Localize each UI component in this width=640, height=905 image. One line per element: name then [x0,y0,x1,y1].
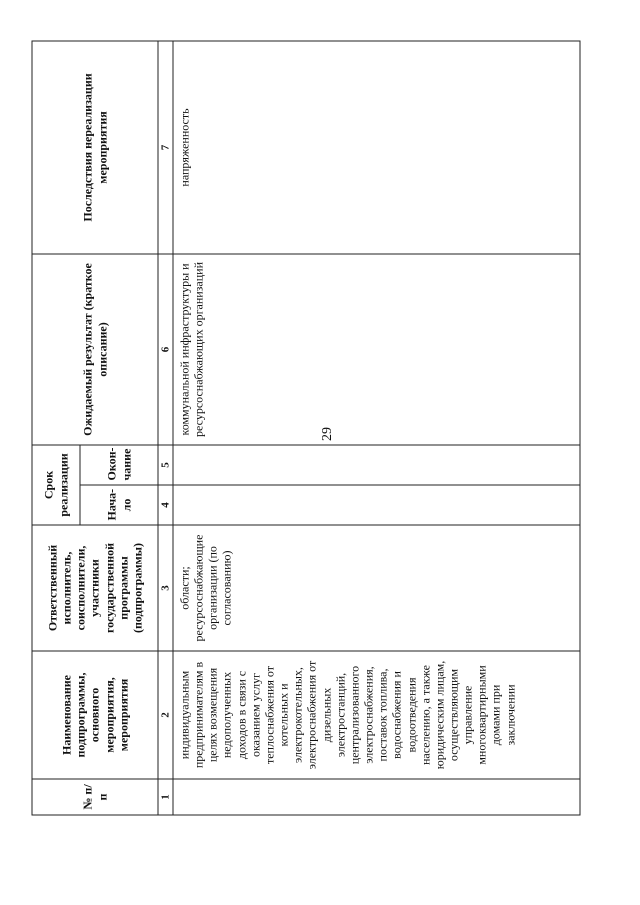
header-num: № п/п [32,779,158,815]
header-start: Нача-ло [80,485,158,525]
column-number: 6 [158,254,173,445]
column-number: 2 [158,651,173,779]
column-number: 1 [158,779,173,815]
row-consequences-cell: напряженность [173,41,580,254]
table-row [173,41,580,815]
activities-table [32,40,581,815]
row-executor-cell: области; ресурсоснабжающие организации (по согласованию) [173,525,580,651]
column-number: 5 [158,445,173,485]
row-start-cell [173,485,580,525]
page-number: 29 [320,427,335,441]
column-number: 4 [158,485,173,525]
row-name-cell: индивидуальным предпринимателям в целях возмещения недополученных доходов в связи с оказанием услуг теплоснабжения от котельных и электрокотельных, электроснабжения от дизельных электростанций, централизованного электроснабжения, поставок топлива, водоснабжения и водоотведения населению, а также юридическим лицам, осуществляющим управление многоквартирными домами при заключении [173,651,580,779]
column-number-row [158,41,173,815]
header-row [32,41,80,815]
rotated-table-sheet [32,42,581,816]
column-number: 3 [158,525,173,651]
header-name: Наименование подпрограммы, основного мероприятия, мероприятия [32,651,158,779]
column-number: 7 [158,41,173,254]
row-end-cell [173,445,580,485]
header-result: Ожидаемый результат (краткое описание) [32,254,158,445]
row-num-cell [173,779,580,815]
header-consequences: Последствия нереализации мероприятия [32,41,158,254]
header-term: Срок реализации [32,445,80,525]
header-executor: Ответственный исполнитель, соисполнители, участники государственной программы (подпрограммы) [32,525,158,651]
header-end: Окон-чание [80,445,158,485]
row-result-cell: коммунальной инфраструктуры и ресурсоснабжающих организаций [173,254,580,445]
